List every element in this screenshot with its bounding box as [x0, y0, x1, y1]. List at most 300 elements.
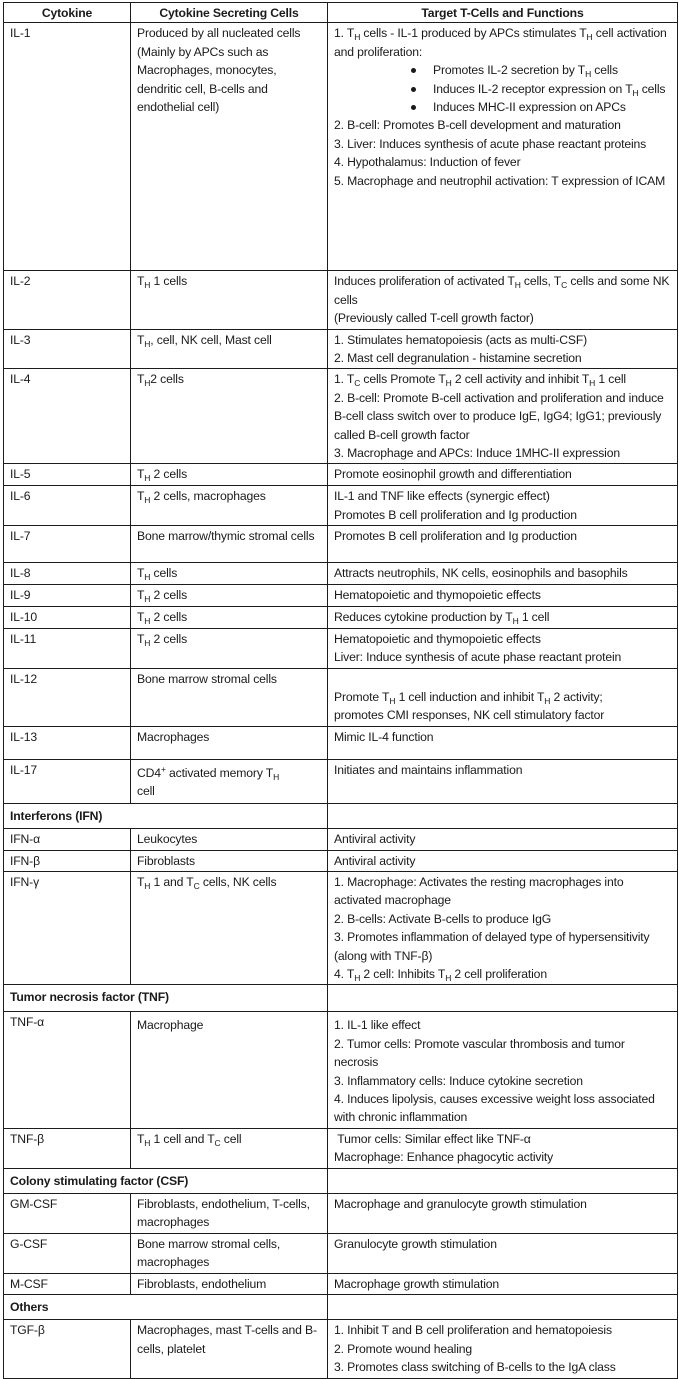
- text-run: Bone marrow stromal cells, macrophages: [137, 1236, 284, 1270]
- subscript: H: [144, 378, 151, 389]
- cytokine-name: IFN-γ: [4, 871, 131, 984]
- cell-line: [137, 1016, 321, 1034]
- header-cytokine: Cytokine: [4, 3, 131, 23]
- secreting-cells: [131, 464, 328, 486]
- function-line: [334, 1072, 671, 1090]
- subscript: H: [544, 695, 551, 706]
- text-run: cells and some NK cells: [334, 274, 673, 307]
- secreting-cells: [131, 668, 328, 726]
- text-run: 2 cells: [150, 587, 188, 602]
- cell-line: [137, 1275, 321, 1293]
- text-run: Hematopoietic and thymopoietic effects: [334, 631, 541, 646]
- text-run: Fibroblasts: [137, 853, 195, 868]
- target-functions: [328, 1012, 678, 1128]
- cytokine-name: IL-3: [4, 329, 131, 369]
- secreting-cells: [131, 1273, 328, 1294]
- function-line: [334, 1358, 671, 1376]
- cell-line: [137, 728, 321, 746]
- function-line: [334, 965, 671, 983]
- secreting-cells: [131, 271, 328, 329]
- text-run: 2 cell proliferation: [451, 966, 547, 981]
- bullet-item: [334, 80, 671, 98]
- text-run: Antiviral activity: [334, 832, 416, 847]
- cytokine-name: IL-5: [4, 464, 131, 486]
- subscript: H: [144, 880, 151, 891]
- header-secreting-cells: Cytokine Secreting Cells: [131, 3, 328, 23]
- function-line: [334, 370, 671, 388]
- text-run: 4. Induces lipolysis, causes excessive weight loss associated with chronic inflammation: [334, 1091, 659, 1125]
- text-run: Macrophage growth stimulation: [334, 1276, 500, 1291]
- function-line: [334, 1235, 671, 1253]
- text-run: CD4: [137, 765, 161, 780]
- secreting-cells: [131, 584, 328, 606]
- text-run: Tumor cells: Similar effect like TNF-α: [334, 1131, 531, 1146]
- function-line: [334, 1130, 671, 1148]
- function-line: [334, 153, 671, 171]
- text-run: 2 cells: [150, 372, 184, 387]
- function-line: [334, 272, 671, 309]
- cell-line: [137, 852, 321, 870]
- table-row: [4, 628, 678, 668]
- table-row: [4, 726, 678, 759]
- target-functions: [328, 369, 678, 464]
- target-functions: [328, 526, 678, 563]
- secreting-cells: [131, 369, 328, 464]
- cell-line: [137, 830, 321, 848]
- section-title: Tumor necrosis factor (TNF): [4, 985, 328, 1012]
- cell-line: [137, 331, 321, 349]
- secreting-cells: [131, 1194, 328, 1234]
- subscript: C: [193, 880, 200, 891]
- function-line: [334, 172, 671, 190]
- function-line: [334, 1321, 671, 1339]
- subscript: H: [144, 495, 151, 506]
- text-run: 3. Liver: Induces synthesis of acute phase reactant proteins: [334, 136, 647, 151]
- text-run: Promote eosinophil growth and differentiation: [334, 467, 572, 482]
- text-run: 2. B-cell: Promote B-cell activation and proliferation and induce B-cell class switch over to produce IgE, IgG4; IgG1; previously called B-cell growth factor: [334, 390, 667, 442]
- subscript: H: [144, 473, 151, 484]
- table-row: [4, 759, 678, 803]
- secreting-cells: [131, 628, 328, 668]
- subscript: H: [144, 1137, 151, 1148]
- text-run: 1 cells: [150, 274, 188, 289]
- text-run: Macrophages: [137, 729, 210, 744]
- cytokine-name: IL-10: [4, 606, 131, 628]
- target-functions: [328, 628, 678, 668]
- secreting-cells: [131, 1128, 328, 1168]
- cell-line: [137, 24, 321, 116]
- secreting-cells: [131, 329, 328, 369]
- text-run: 2 cells: [150, 631, 188, 646]
- table-row: [4, 271, 678, 329]
- function-line: [334, 135, 671, 153]
- function-line: [334, 1340, 671, 1358]
- section-title: Colony stimulating factor (CSF): [4, 1168, 328, 1193]
- cell-line: [137, 1235, 321, 1272]
- text-run: T: [137, 332, 145, 347]
- secreting-cells: [131, 1012, 328, 1128]
- function-line: [334, 830, 671, 848]
- table-row: [4, 829, 678, 850]
- cytokine-name: IL-7: [4, 526, 131, 563]
- subscript: H: [589, 378, 596, 389]
- text-run: cells Promote T: [360, 372, 446, 387]
- text-run: 3. Promotes inflammation of delayed type of hypersensitivity (along with TNF-β): [334, 930, 653, 963]
- function-line: [334, 487, 671, 505]
- text-run: 1. T: [334, 372, 355, 387]
- text-run: 4. T: [334, 966, 355, 981]
- text-run: cells, NK cells: [199, 874, 277, 889]
- subscript: H: [354, 32, 361, 43]
- function-line: [334, 331, 671, 349]
- text-run: 1 and T: [150, 874, 194, 889]
- bullet-text: [431, 61, 671, 79]
- subscript: H: [354, 972, 361, 983]
- function-line: [334, 586, 671, 604]
- text-run: T: [137, 372, 145, 387]
- subscript: H: [144, 280, 151, 291]
- blank-line: [334, 670, 671, 688]
- function-line: [334, 1275, 671, 1293]
- function-line: [334, 1016, 671, 1034]
- secreting-cells: [131, 871, 328, 984]
- section-header-row: [4, 1295, 678, 1320]
- target-functions: [328, 23, 678, 271]
- text-run: cells: [638, 81, 666, 96]
- text-run: 5. Macrophage and neutrophil activation: T expression of ICAM: [334, 173, 666, 188]
- text-run: Leukocytes: [137, 832, 198, 847]
- secreting-cells: [131, 23, 328, 271]
- target-functions: [328, 759, 678, 803]
- function-line: [334, 1035, 671, 1072]
- empty-cell: [328, 1295, 678, 1320]
- function-line: [334, 630, 671, 648]
- text-run: cells - IL-1 produced by APCs stimulates T: [360, 26, 587, 41]
- subscript: H: [445, 378, 452, 389]
- text-run: T: [137, 274, 145, 289]
- function-line: [334, 564, 671, 582]
- bullet-item: [334, 61, 671, 79]
- cytokine-name: IL-13: [4, 726, 131, 759]
- text-run: Promotes B cell proliferation and Ig production: [334, 529, 577, 544]
- text-run: T: [137, 1131, 145, 1146]
- text-run: Liver: Induce synthesis of acute phase reactant protein: [334, 650, 622, 665]
- text-run: 2. B-cell: Promotes B-cell development and maturation: [334, 118, 621, 133]
- text-run: Induces IL-2 receptor expression on T: [433, 81, 633, 96]
- subscript: C: [214, 1137, 221, 1148]
- text-run: 1. Stimulates hematopoiesis (acts as multi-CSF): [334, 332, 588, 347]
- cytokine-name: IL-4: [4, 369, 131, 464]
- bullet-text: [431, 98, 671, 116]
- section-header-row: [4, 1168, 678, 1193]
- function-line: [334, 349, 671, 367]
- text-run: activated memory T: [165, 765, 274, 780]
- cell-line: [137, 630, 321, 648]
- text-run: T: [137, 587, 145, 602]
- cytokine-name: TNF-α: [4, 1012, 131, 1128]
- text-run: Bone marrow stromal cells: [137, 671, 277, 686]
- text-run: 2 cells: [150, 609, 188, 624]
- table-row: [4, 1233, 678, 1273]
- text-run: Induces proliferation of activated T: [334, 274, 515, 289]
- subscript: H: [585, 69, 592, 80]
- cell-line: [137, 1130, 321, 1148]
- text-run: 2 activity;: [550, 689, 603, 704]
- text-run: Granulocyte growth stimulation: [334, 1236, 497, 1251]
- text-run: 1. IL-1 like effect: [334, 1018, 421, 1033]
- target-functions: [328, 1320, 678, 1378]
- function-line: [334, 527, 671, 545]
- table-row: [4, 1128, 678, 1168]
- secreting-cells: [131, 563, 328, 584]
- cytokine-name: IFN-β: [4, 850, 131, 871]
- text-run: cells, T: [520, 274, 562, 289]
- header-target-functions: Target T-Cells and Functions: [328, 3, 678, 23]
- target-functions: [328, 464, 678, 486]
- subscript: H: [514, 280, 521, 291]
- cell-line: [137, 487, 321, 505]
- text-run: T: [137, 489, 145, 504]
- text-run: Promotes IL-2 secretion by T: [433, 63, 586, 78]
- table-row: [4, 1194, 678, 1234]
- secreting-cells: [131, 726, 328, 759]
- text-run: Initiates and maintains inflammation: [334, 762, 523, 777]
- text-run: IL-1 and TNF like effects (synergic effect): [334, 489, 550, 504]
- text-run: 2 cells, macrophages: [150, 489, 266, 504]
- text-run: 2. Mast cell degranulation - histamine secretion: [334, 351, 582, 366]
- empty-cell: [328, 985, 678, 1012]
- subscript: H: [632, 87, 639, 98]
- bullet-icon: [411, 87, 416, 92]
- secreting-cells: [131, 829, 328, 850]
- subscript: H: [512, 615, 519, 626]
- table-row: [4, 369, 678, 464]
- target-functions: [328, 271, 678, 329]
- text-run: Macrophage and granulocyte growth stimulation: [334, 1197, 587, 1212]
- text-run: promotes CMI responses, NK cell stimulatory factor: [334, 708, 605, 723]
- text-run: Attracts neutrophils, NK cells, eosinophils and basophils: [334, 566, 628, 581]
- table-row: [4, 1273, 678, 1294]
- table-row: [4, 329, 678, 369]
- text-run: cells: [591, 63, 618, 78]
- table-header-row: [4, 3, 678, 23]
- text-run: 1 cell: [595, 372, 626, 387]
- text-run: 1. Inhibit T and B cell proliferation and hematopoiesis: [334, 1323, 612, 1338]
- cytokine-name: G-CSF: [4, 1233, 131, 1273]
- subscript: H: [144, 593, 151, 604]
- text-run: 2. Promote wound healing: [334, 1341, 473, 1356]
- text-run: Bone marrow/thymic stromal cells: [137, 529, 315, 544]
- text-run: Fibroblasts, endothelium, T-cells, macrophages: [137, 1197, 314, 1230]
- target-functions: [328, 329, 678, 369]
- section-title: Interferons (IFN): [4, 803, 328, 828]
- cytokine-name: IFN-α: [4, 829, 131, 850]
- text-run: Macrophage: [137, 1018, 204, 1033]
- subscript: H: [389, 695, 396, 706]
- cell-line: [137, 782, 321, 800]
- function-line: [334, 1090, 671, 1127]
- text-run: T: [137, 609, 145, 624]
- table-row: [4, 584, 678, 606]
- secreting-cells: [131, 850, 328, 871]
- cell-line: [137, 465, 321, 483]
- target-functions: [328, 871, 678, 984]
- text-run: 1. Macrophage: Activates the resting macrophages into activated macrophage: [334, 874, 627, 908]
- table-row: [4, 871, 678, 984]
- function-line: [334, 728, 671, 746]
- text-run: Macrophages, mast T-cells and B-cells, platelet: [137, 1323, 317, 1356]
- text-run: cell: [220, 1131, 242, 1146]
- cell-line: [137, 527, 321, 545]
- bullet-icon: [411, 105, 416, 110]
- cytokine-name: TGF-β: [4, 1320, 131, 1378]
- text-run: 2. B-cells: Activate B-cells to produce IgG: [334, 911, 552, 926]
- function-line: [334, 309, 671, 327]
- cytokine-name: GM-CSF: [4, 1194, 131, 1234]
- table-row: [4, 486, 678, 526]
- text-run: 2 cell activity and inhibit T: [451, 372, 590, 387]
- cell-line: [137, 272, 321, 290]
- text-run: 1 cell induction and inhibit T: [395, 689, 545, 704]
- cytokine-name: IL-12: [4, 668, 131, 726]
- target-functions: [328, 1233, 678, 1273]
- cell-line: [137, 670, 321, 688]
- target-functions: [328, 584, 678, 606]
- bullet-item: [334, 98, 671, 116]
- table-row: [4, 1320, 678, 1378]
- cytokine-name: IL-8: [4, 563, 131, 584]
- subscript: H: [144, 572, 151, 583]
- text-run: T: [137, 467, 145, 482]
- cell-line: [137, 873, 321, 891]
- text-run: Macrophage: Enhance phagocytic activity: [334, 1150, 554, 1165]
- table-row: [4, 1012, 678, 1128]
- section-header-row: [4, 803, 678, 828]
- section-title: Others: [4, 1295, 328, 1320]
- cytokine-name: TNF-β: [4, 1128, 131, 1168]
- subscript: H: [144, 615, 151, 626]
- table-row: [4, 668, 678, 726]
- subscript: H: [144, 338, 151, 349]
- text-run: Fibroblasts, endothelium: [137, 1276, 267, 1291]
- text-run: Promote T: [334, 689, 390, 704]
- target-functions: [328, 563, 678, 584]
- cell-line: [137, 764, 321, 782]
- cell-line: [137, 1195, 321, 1232]
- function-line: [334, 688, 671, 706]
- cytokine-name: IL-2: [4, 271, 131, 329]
- text-run: (Previously called T-cell growth factor): [334, 311, 534, 326]
- secreting-cells: [131, 486, 328, 526]
- target-functions: [328, 726, 678, 759]
- function-line: [334, 608, 671, 626]
- secreting-cells: [131, 526, 328, 563]
- secreting-cells: [131, 759, 328, 803]
- function-line: [334, 928, 671, 965]
- text-run: 1 cell: [518, 609, 550, 624]
- function-line: [334, 389, 671, 444]
- function-line: [334, 116, 671, 134]
- text-run: Promotes B cell proliferation and Ig production: [334, 507, 577, 522]
- text-run: cells: [150, 566, 178, 581]
- cell-line: [137, 370, 321, 388]
- secreting-cells: [131, 1320, 328, 1378]
- subscript: H: [144, 637, 151, 648]
- subscript: C: [561, 280, 568, 291]
- text-run: 2 cells: [150, 467, 188, 482]
- subscript: H: [273, 771, 280, 782]
- cytokine-name: IL-6: [4, 486, 131, 526]
- cytokine-name: IL-1: [4, 23, 131, 271]
- subscript: H: [586, 32, 593, 43]
- text-run: T: [137, 566, 145, 581]
- cytokine-name: IL-9: [4, 584, 131, 606]
- subscript: C: [354, 378, 361, 389]
- text-run: Reduces cytokine production by T: [334, 609, 513, 624]
- function-line: [334, 852, 671, 870]
- cytokine-name: IL-11: [4, 628, 131, 668]
- section-header-row: [4, 985, 678, 1012]
- function-line: [334, 648, 671, 666]
- text-run: Produced by all nucleated cells (Mainly by APCs such as Macrophages, monocytes, dendritic cell, B-cells and endothelial cell): [137, 26, 304, 115]
- text-run: cell activation and proliferation:: [334, 26, 670, 59]
- text-run: , cell, NK cell, Mast cell: [150, 332, 272, 347]
- text-run: Hematopoietic and thymopoietic effects: [334, 587, 541, 602]
- cell-line: [137, 586, 321, 604]
- table-row: [4, 23, 678, 271]
- table-body: [4, 23, 678, 1378]
- table-row: [4, 526, 678, 563]
- text-run: Induces MHC-II expression on APCs: [433, 100, 626, 115]
- text-run: 2 cell: Inhibits T: [360, 966, 446, 981]
- table-row: [4, 464, 678, 486]
- table-row: [4, 606, 678, 628]
- function-line: [334, 1195, 671, 1213]
- function-line: [334, 24, 671, 61]
- target-functions: [328, 850, 678, 871]
- empty-cell: [328, 803, 678, 828]
- function-line: [334, 444, 671, 462]
- text-run: T: [137, 631, 145, 646]
- function-line: [334, 506, 671, 524]
- function-line: [334, 706, 671, 724]
- subscript: H: [445, 972, 452, 983]
- bullet-text: [431, 80, 671, 98]
- function-line: [334, 761, 671, 779]
- cytokine-name: M-CSF: [4, 1273, 131, 1294]
- text-run: Antiviral activity: [334, 853, 416, 868]
- cytokine-table: [3, 2, 678, 1379]
- table-row: [4, 563, 678, 584]
- text-run: cell: [137, 784, 155, 799]
- bullet-icon: [411, 68, 416, 73]
- text-run: 3. Promotes class switching of B-cells to the IgA class: [334, 1360, 616, 1375]
- text-run: 1. T: [334, 26, 355, 41]
- table-row: [4, 850, 678, 871]
- text-run: T: [137, 874, 145, 889]
- empty-cell: [328, 1168, 678, 1193]
- function-line: [334, 1148, 671, 1166]
- target-functions: [328, 1194, 678, 1234]
- target-functions: [328, 829, 678, 850]
- text-run: 3. Inflammatory cells: Induce cytokine secretion: [334, 1073, 583, 1088]
- cell-line: [137, 1321, 321, 1358]
- function-line: [334, 465, 671, 483]
- superscript: +: [160, 763, 166, 774]
- text-run: 3. Macrophage and APCs: Induce 1MHC-II expression: [334, 446, 620, 461]
- secreting-cells: [131, 606, 328, 628]
- target-functions: [328, 486, 678, 526]
